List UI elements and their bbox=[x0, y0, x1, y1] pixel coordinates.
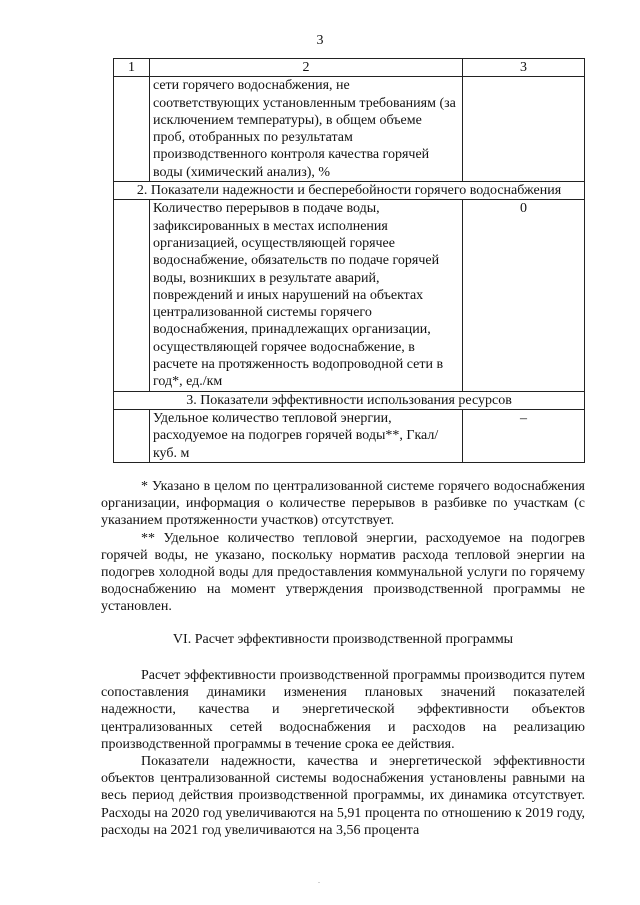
indicator-text: Количество перерывов в подаче воды, зафиксированных в местах исполнения организацией, осуществляющей горячее водоснабжение, обязательств по подаче горячей воды, возникших в результате аварий, повреждений и иных нарушений на объектах централизованной системы горячего водоснабжения, принадлежащих организации, осуществляющей горячее водоснабжение, в расчете на протяженность водопроводной сети в год*, ед./км bbox=[149, 200, 462, 391]
table-cell bbox=[114, 77, 150, 182]
indicator-value: 0 bbox=[463, 200, 585, 391]
table-header-cell: 2 bbox=[149, 59, 462, 77]
body-text bbox=[101, 667, 585, 839]
indicators-table bbox=[113, 58, 585, 463]
footnotes bbox=[101, 478, 585, 616]
table-section-row bbox=[114, 391, 585, 409]
section-title: 2. Показатели надежности и бесперебойности горячего водоснабжения bbox=[114, 182, 585, 200]
table-row bbox=[114, 409, 585, 462]
indicator-value bbox=[463, 77, 585, 182]
indicator-value bbox=[463, 409, 585, 462]
table-cell bbox=[114, 409, 150, 462]
table-row bbox=[114, 200, 585, 391]
indicator-text: Удельное количество тепловой энергии, расходуемое на подогрев горячей воды**, Гкал/куб. м bbox=[149, 409, 462, 462]
table-row bbox=[114, 77, 585, 182]
table-header-cell: 3 bbox=[463, 59, 585, 77]
paragraph: Расчет эффективности производственной программы производится путем сопоставления динамики изменения плановых значений показателей надежности, качества и энергетической эффективности объектов централизованных сетей водоснабжения и расходов на реализацию производственной программы в течение срока ее действия. bbox=[101, 668, 585, 752]
indicator-text: сети горячего водоснабжения, не соответствующих установленным требованиям (за исключением температуры), в общем объеме проб, отобранных по результатам производственного контроля качества горячей воды (химический анализ), % bbox=[149, 77, 462, 182]
table-section-row bbox=[114, 182, 585, 200]
section-title: 3. Показатели эффективности использования ресурсов bbox=[114, 391, 585, 409]
paragraph: Показатели надежности, качества и энергетической эффективности объектов централизованной системы водоснабжения установлены равными на весь период действия производственной программы, их динамика отсутствует. Расходы на 2020 год увеличиваются на 5,91 процента по отношению к 2019 году, расходы на 2021 год увеличиваются на 3,56 процента bbox=[101, 754, 585, 838]
footnote: * Указано в целом по централизованной системе горячего водоснабжения организации, информация о количестве перерывов в разбивке по участкам (с указанием протяженности участков) отсутствует. bbox=[101, 479, 585, 529]
footer-mark: . bbox=[318, 876, 320, 885]
table-header-row bbox=[114, 59, 585, 77]
table-header-cell: 1 bbox=[114, 59, 150, 77]
footnote: ** Удельное количество тепловой энергии, расходуемое на подогрев горячей воды, не указано, поскольку норматив расхода тепловой энергии на подогрев холодной воды для предоставления коммунальной услуги по горячему водоснабжению на момент утверждения производственной программы не установлен. bbox=[101, 530, 585, 615]
table-cell bbox=[114, 200, 150, 391]
dash-value: – bbox=[520, 410, 528, 426]
section-heading: VI. Расчет эффективности производственной программы bbox=[172, 632, 514, 647]
page-number: 3 bbox=[316, 33, 324, 48]
